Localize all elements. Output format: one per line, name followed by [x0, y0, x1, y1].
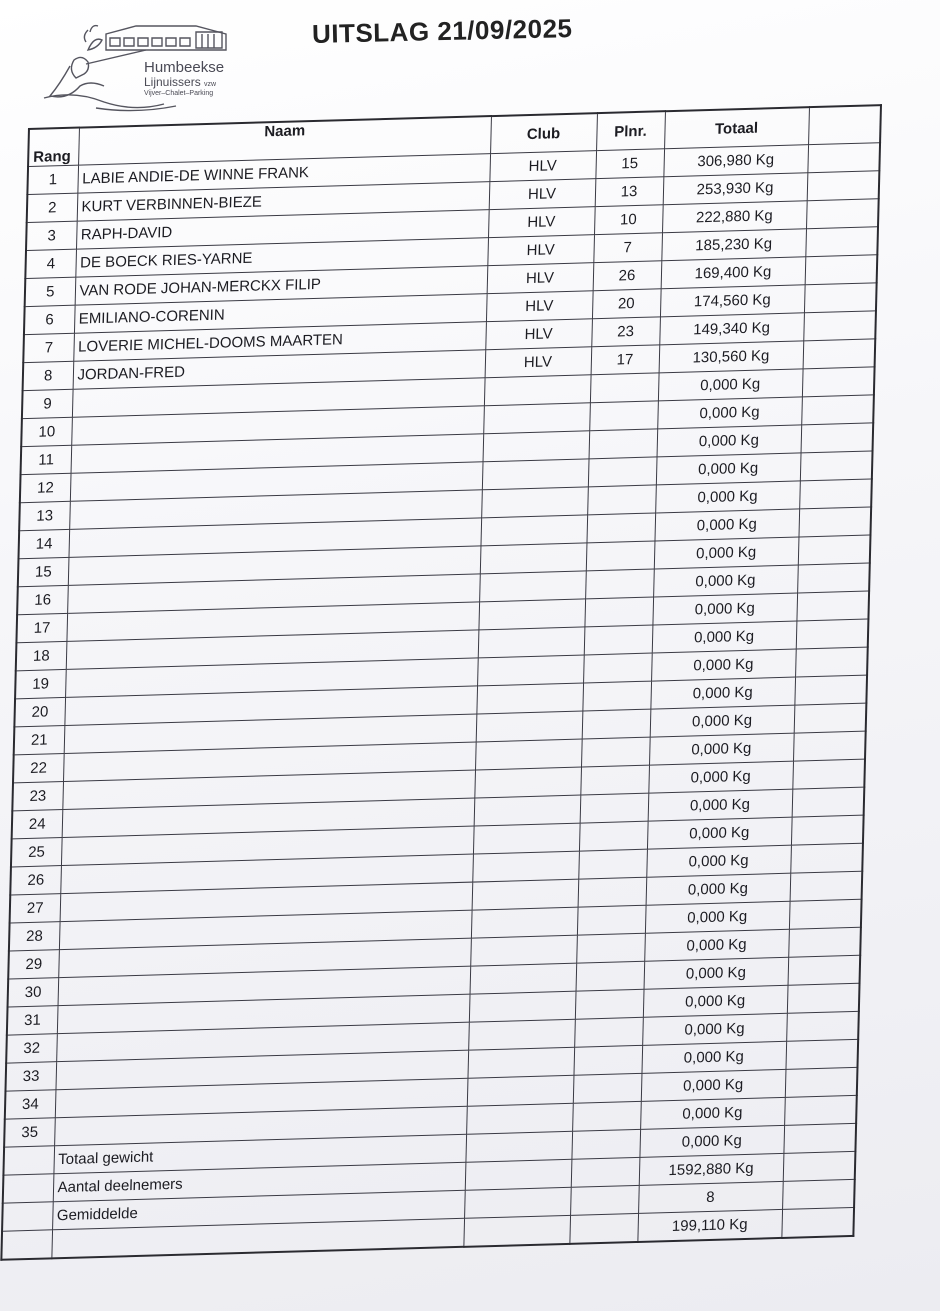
summary-blank — [2, 1202, 53, 1231]
gemiddelde-value: 199,110 Kg — [637, 1209, 782, 1242]
rang-cell: 8 — [23, 361, 74, 390]
club-cell: HLV — [485, 319, 592, 350]
totaal-cell: 0,000 Kg — [640, 1097, 785, 1129]
rang-cell: 12 — [20, 473, 71, 502]
row-spacer-cell — [796, 591, 869, 621]
club-cell — [484, 375, 591, 406]
row-spacer-cell — [793, 731, 866, 761]
row-spacer-cell — [801, 395, 874, 425]
rang-cell: 19 — [15, 669, 66, 698]
plnr-cell: 10 — [594, 205, 663, 235]
club-cell — [480, 515, 587, 546]
totaal-cell: 0,000 Kg — [643, 985, 788, 1017]
row-spacer-cell — [791, 815, 864, 845]
rang-cell: 34 — [5, 1090, 56, 1119]
logo-text — [144, 60, 224, 98]
club-cell — [470, 935, 577, 966]
header-rang: Rang — [28, 128, 79, 167]
row-spacer-cell — [788, 955, 861, 985]
naam-cell: DE BOECK RIES-YARNE — [75, 238, 488, 278]
header-spacer — [808, 105, 881, 145]
totaal-cell: 0,000 Kg — [641, 1069, 786, 1101]
row-spacer-cell — [796, 619, 869, 649]
plnr-cell — [577, 905, 646, 935]
plnr-cell — [580, 765, 649, 795]
header-plnr: Plnr. — [596, 111, 665, 150]
club-cell: HLV — [489, 179, 596, 210]
summary-blank — [3, 1146, 54, 1175]
club-cell — [483, 431, 590, 462]
row-spacer-cell — [805, 227, 878, 257]
row-spacer-cell — [799, 479, 872, 509]
naam-cell: RAPH-DAVID — [76, 210, 489, 250]
club-cell — [472, 879, 579, 910]
rang-cell: 15 — [18, 557, 69, 586]
rang-cell: 1 — [27, 165, 78, 194]
totaal-cell: 0,000 Kg — [642, 1013, 787, 1045]
club-cell — [471, 907, 578, 938]
plnr-cell: 13 — [595, 177, 664, 207]
totaal-gewicht-label: Totaal gewicht — [53, 1134, 466, 1174]
summary-blank — [569, 1213, 638, 1243]
club-cell — [476, 683, 583, 714]
plnr-cell — [572, 1101, 641, 1131]
row-spacer-cell — [805, 255, 878, 285]
club-cell — [472, 851, 579, 882]
club-cell — [481, 487, 588, 518]
plnr-cell — [585, 569, 654, 599]
row-spacer-cell — [798, 507, 871, 537]
logo-line-2-main: Lijnuissers — [144, 74, 201, 89]
rang-cell: 25 — [11, 838, 62, 867]
totaal-cell: 0,000 Kg — [658, 369, 803, 401]
rang-cell: 2 — [27, 193, 78, 222]
plnr-cell — [578, 877, 647, 907]
logo-line-2 — [144, 76, 224, 89]
totaal-cell: 0,000 Kg — [656, 453, 801, 485]
club-cell — [483, 403, 590, 434]
totaal-cell: 0,000 Kg — [652, 593, 797, 625]
plnr-cell — [586, 541, 655, 571]
plnr-cell — [589, 429, 658, 459]
totaal-cell: 0,000 Kg — [644, 929, 789, 961]
totaal-cell: 174,560 Kg — [660, 285, 805, 317]
plnr-cell — [574, 1017, 643, 1047]
rang-cell: 22 — [13, 754, 64, 783]
club-cell — [470, 963, 577, 994]
club-cell — [478, 627, 585, 658]
rang-cell: 28 — [9, 922, 60, 951]
rang-cell: 11 — [21, 445, 72, 474]
rang-cell: 13 — [19, 501, 70, 530]
row-spacer-cell — [800, 451, 873, 481]
club-cell: HLV — [486, 291, 593, 322]
rang-cell: 6 — [24, 305, 75, 334]
plnr-cell — [580, 793, 649, 823]
summary-blank — [781, 1207, 854, 1238]
summary-blank — [571, 1129, 640, 1159]
club-cell: HLV — [485, 347, 592, 378]
plnr-cell — [589, 401, 658, 431]
header-totaal: Totaal — [664, 107, 809, 149]
totaal-cell: 0,000 Kg — [646, 873, 791, 905]
rang-cell: 33 — [5, 1062, 56, 1091]
club-logo — [36, 20, 246, 125]
header-naam: Naam — [78, 116, 491, 165]
plnr-cell: 15 — [595, 149, 664, 179]
totaal-cell: 0,000 Kg — [644, 957, 789, 989]
row-spacer-cell — [790, 843, 863, 873]
rang-cell: 20 — [14, 697, 65, 726]
summary-blank — [783, 1151, 856, 1181]
rang-cell: 26 — [10, 866, 61, 895]
totaal-cell: 253,930 Kg — [663, 173, 808, 205]
summary-blank — [782, 1179, 855, 1209]
row-spacer-cell — [807, 171, 880, 201]
summary-blank — [571, 1157, 640, 1187]
totaal-cell: 306,980 Kg — [663, 145, 808, 177]
plnr-cell — [573, 1073, 642, 1103]
summary-blank — [465, 1131, 572, 1162]
logo-line-1: Humbeekse — [144, 59, 225, 76]
row-spacer-cell — [795, 647, 868, 677]
summary-blank — [463, 1215, 570, 1246]
naam-cell: LOVERIE MICHEL-DOOMS MAARTEN — [73, 322, 486, 362]
rang-cell: 16 — [17, 585, 68, 614]
row-spacer-cell — [797, 563, 870, 593]
totaal-cell: 0,000 Kg — [657, 425, 802, 457]
plnr-cell — [587, 485, 656, 515]
totaal-cell: 0,000 Kg — [653, 565, 798, 597]
naam-cell: VAN RODE JOHAN-MERCKX FILIP — [75, 266, 488, 306]
plnr-cell — [575, 989, 644, 1019]
totaal-cell: 169,400 Kg — [661, 257, 806, 289]
club-cell — [482, 459, 589, 490]
rang-cell: 24 — [12, 810, 63, 839]
club-cell — [466, 1103, 573, 1134]
totaal-cell: 0,000 Kg — [647, 817, 792, 849]
rang-cell: 35 — [4, 1118, 55, 1147]
row-spacer-cell — [785, 1067, 858, 1097]
rang-cell: 31 — [7, 1006, 58, 1035]
row-spacer-cell — [802, 367, 875, 397]
plnr-cell — [576, 933, 645, 963]
rang-cell: 7 — [23, 333, 74, 362]
plnr-cell — [582, 709, 651, 739]
plnr-cell: 7 — [593, 233, 662, 263]
naam-cell: JORDAN-FRED — [73, 350, 486, 390]
row-spacer-cell — [784, 1095, 857, 1125]
club-cell — [468, 1019, 575, 1050]
totaal-cell: 0,000 Kg — [650, 705, 795, 737]
plnr-cell — [579, 821, 648, 851]
club-cell — [474, 795, 581, 826]
results-table-wrapper — [0, 104, 880, 1281]
plnr-cell — [576, 961, 645, 991]
aantal-extra-value: 1592,880 Kg — [639, 1153, 784, 1185]
row-spacer-cell — [807, 143, 880, 173]
totaal-cell: 0,000 Kg — [654, 509, 799, 541]
summary-blank — [464, 1187, 571, 1218]
totaal-cell: 0,000 Kg — [648, 789, 793, 821]
row-spacer-cell — [786, 1011, 859, 1041]
row-spacer-cell — [792, 759, 865, 789]
club-cell — [474, 767, 581, 798]
gemiddelde-count-value: 8 — [638, 1181, 783, 1213]
plnr-cell: 26 — [593, 261, 662, 291]
rang-cell: 3 — [26, 221, 77, 250]
summary-blank — [570, 1185, 639, 1215]
totaal-cell: 0,000 Kg — [648, 761, 793, 793]
summary-blank — [783, 1123, 856, 1153]
naam-cell: EMILIANO-CORENIN — [74, 294, 487, 334]
plnr-cell: 17 — [591, 345, 660, 375]
totaal-cell: 149,340 Kg — [659, 313, 804, 345]
club-cell — [467, 1075, 574, 1106]
plnr-cell — [586, 513, 655, 543]
plnr-cell — [582, 681, 651, 711]
totaal-cell: 222,880 Kg — [662, 201, 807, 233]
totaal-cell: 130,560 Kg — [659, 341, 804, 373]
row-spacer-cell — [787, 983, 860, 1013]
naam-cell: KURT VERBINNEN-BIEZE — [77, 182, 490, 222]
totaal-cell: 0,000 Kg — [655, 481, 800, 513]
row-spacer-cell — [798, 535, 871, 565]
plnr-cell — [583, 653, 652, 683]
club-cell — [475, 739, 582, 770]
summary-blank — [3, 1174, 54, 1203]
plnr-cell — [588, 457, 657, 487]
rang-cell: 23 — [12, 782, 63, 811]
plnr-cell — [578, 849, 647, 879]
totaal-cell: 0,000 Kg — [651, 649, 796, 681]
club-cell: HLV — [487, 263, 594, 294]
plnr-cell — [581, 737, 650, 767]
totaal-cell: 0,000 Kg — [645, 901, 790, 933]
header-club: Club — [490, 113, 597, 153]
club-cell — [473, 823, 580, 854]
club-cell — [467, 1047, 574, 1078]
plnr-cell: 23 — [591, 317, 660, 347]
plnr-cell — [590, 373, 659, 403]
club-cell — [480, 543, 587, 574]
rang-cell: 21 — [14, 725, 65, 754]
club-cell — [469, 991, 576, 1022]
summary-blank — [465, 1159, 572, 1190]
row-spacer-cell — [792, 787, 865, 817]
club-cell: HLV — [487, 235, 594, 266]
rang-cell: 10 — [21, 417, 72, 446]
club-cell — [477, 655, 584, 686]
totaal-cell: 0,000 Kg — [641, 1041, 786, 1073]
row-spacer-cell — [788, 927, 861, 957]
page-title: UITSLAG 21/09/2025 — [311, 13, 573, 49]
plnr-cell — [584, 597, 653, 627]
rang-cell: 30 — [8, 978, 59, 1007]
plnr-cell — [584, 625, 653, 655]
summary-blank — [1, 1230, 52, 1260]
totaal-cell: 0,000 Kg — [649, 733, 794, 765]
rang-cell: 17 — [16, 613, 67, 642]
rang-cell: 18 — [16, 641, 67, 670]
rang-cell: 5 — [25, 277, 76, 306]
row-spacer-cell — [801, 423, 874, 453]
row-spacer-cell — [794, 675, 867, 705]
club-cell: HLV — [488, 207, 595, 238]
aantal-deelnemers-label: Aantal deelnemers — [53, 1162, 466, 1202]
totaal-cell: 0,000 Kg — [657, 397, 802, 429]
rang-cell: 4 — [25, 249, 76, 278]
rang-cell: 9 — [22, 389, 73, 418]
rang-cell: 32 — [6, 1034, 57, 1063]
totaal-cell: 0,000 Kg — [654, 537, 799, 569]
logo-line-2-suffix: vzw — [204, 80, 217, 88]
club-cell: HLV — [489, 151, 596, 182]
rang-cell: 29 — [8, 950, 59, 979]
row-spacer-cell — [804, 283, 877, 313]
row-spacer-cell — [785, 1039, 858, 1069]
naam-cell: LABIE ANDIE-DE WINNE FRANK — [77, 154, 490, 194]
plnr-cell — [573, 1045, 642, 1075]
totaal-cell: 0,000 Kg — [650, 677, 795, 709]
totaal-cell: 185,230 Kg — [661, 229, 806, 261]
totaal-gewicht-value: 0,000 Kg — [639, 1125, 784, 1157]
row-spacer-cell — [794, 703, 867, 733]
rang-cell: 14 — [18, 529, 69, 558]
club-cell — [479, 571, 586, 602]
logo-line-3: Vijver–Chalet–Parking — [144, 90, 214, 98]
results-table — [0, 104, 882, 1261]
plnr-cell: 20 — [592, 289, 661, 319]
club-cell — [476, 711, 583, 742]
gemiddelde-label: Gemiddelde — [52, 1190, 465, 1230]
results-body — [4, 143, 880, 1147]
row-spacer-cell — [790, 871, 863, 901]
row-spacer-cell — [806, 199, 879, 229]
row-spacer-cell — [803, 339, 876, 369]
club-cell — [478, 599, 585, 630]
totaal-cell: 0,000 Kg — [652, 621, 797, 653]
row-spacer-cell — [789, 899, 862, 929]
totaal-cell: 0,000 Kg — [646, 845, 791, 877]
row-spacer-cell — [803, 311, 876, 341]
rang-cell: 27 — [10, 894, 61, 923]
